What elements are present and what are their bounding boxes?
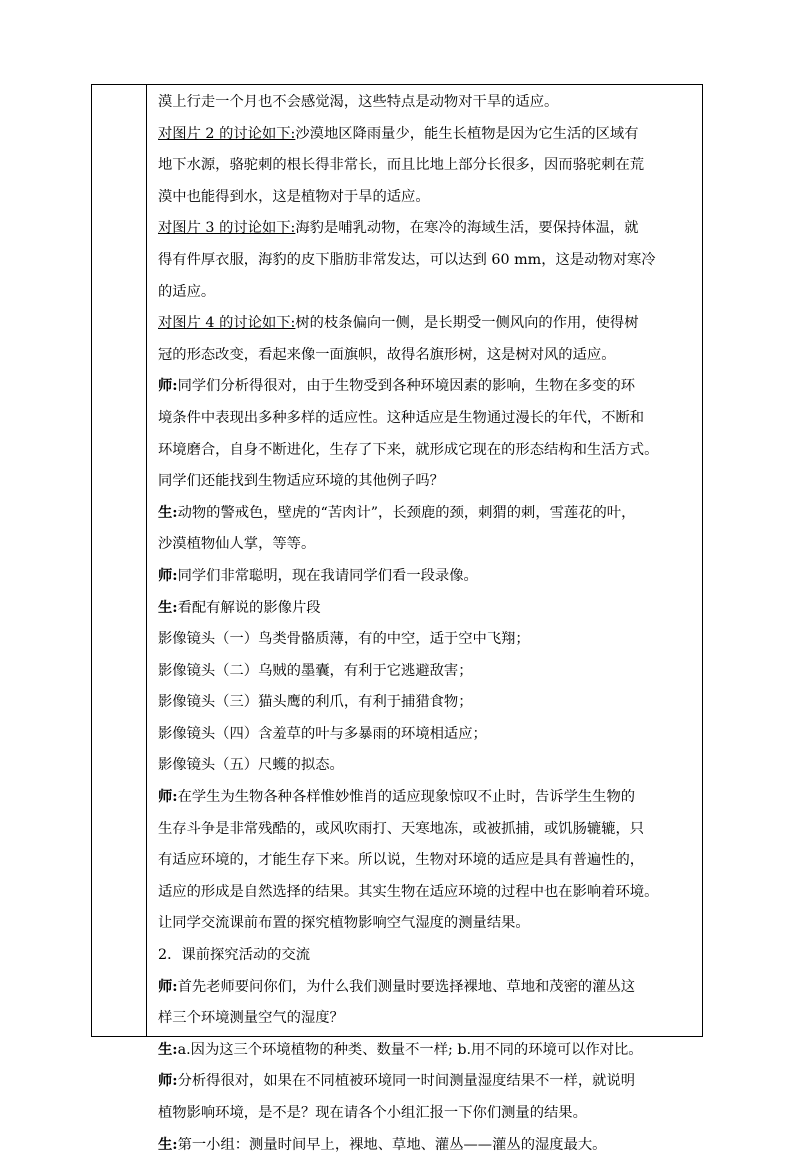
text-line	[158, 371, 703, 403]
text-line	[158, 908, 703, 940]
table-content-cell	[158, 87, 703, 1161]
line-text: 同学们非常聪明，现在我请同学们看一段录像。	[177, 567, 478, 584]
text-line	[158, 150, 703, 182]
line-text: 漠中也能得到水，这是植物对于旱的适应。	[158, 188, 430, 205]
text-line	[158, 940, 703, 972]
text-line	[158, 529, 703, 561]
line-text: 第一小组：测量时间早上，裸地、草地、灌丛——灌丛的湿度最大。	[177, 1136, 607, 1153]
line-text: 得有件厚衣服，海豹的皮下脂肪非常发达，可以达到 60 mm，这是动物对寒冷	[158, 251, 656, 268]
text-line	[158, 213, 703, 245]
text-line	[158, 1130, 703, 1161]
speaker-label: 生:	[158, 599, 178, 616]
line-text: 沙漠地区降雨量少，能生长植物是因为它生活的区域有	[295, 125, 639, 142]
text-line	[158, 403, 703, 435]
text-line	[158, 182, 703, 214]
text-line	[158, 1003, 703, 1035]
line-text: 影像镜头（一）鸟类骨骼质薄，有的中空，适于空中飞翔；	[158, 631, 530, 648]
text-line	[158, 972, 703, 1004]
line-text: 动物的警戒色，壁虎的“苦肉计”，长颈鹿的颈，刺猬的刺，雪莲花的叶，	[177, 504, 636, 521]
line-text: 样三个环境测量空气的湿度？	[158, 1010, 344, 1027]
line-text: 适应的形成是自然选择的结果。其实生物在适应环境的过程中也在影响着环境。	[158, 883, 659, 900]
text-line	[158, 845, 703, 877]
line-text: 沙漠植物仙人掌，等等。	[158, 536, 316, 553]
text-line	[158, 466, 703, 498]
speaker-label: 生:	[158, 504, 178, 521]
text-line	[158, 498, 703, 530]
text-line	[158, 1098, 703, 1130]
line-text: 海豹是哺乳动物，在寒冷的海域生活，要保持体温，就	[295, 220, 639, 237]
text-line	[158, 750, 703, 782]
line-text: 首先老师要问你们，为什么我们测量时要选择裸地、草地和茂密的灌丛这	[177, 978, 636, 995]
line-text: 漠上行走一个月也不会感觉渴，这些特点是动物对干旱的适应。	[158, 94, 559, 110]
line-text: 植物影响环境，是不是？现在请各个小组汇报一下你们测量的结果。	[158, 1105, 587, 1121]
text-line	[158, 308, 703, 340]
text-line	[158, 277, 703, 309]
line-text: 境条件中表现出多种多样的适应性。这种适应是生物通过漫长的年代，不断和	[158, 409, 645, 426]
line-text: 同学们分析得很对，由于生物受到各种环境因素的影响，生物在多变的环	[177, 378, 636, 395]
line-text: 2．课前探究活动的交流	[158, 947, 311, 964]
line-text: 看配有解说的影像片段	[177, 599, 321, 616]
speaker-label: 师:	[158, 567, 178, 584]
text-line	[158, 1066, 703, 1098]
text-line	[158, 561, 703, 593]
line-text: 树的枝条偏向一侧，是长期受一侧风向的作用，使得树	[295, 315, 639, 332]
line-text: 让同学交流课前布置的探究植物影响空气湿度的测量结果。	[158, 915, 530, 932]
discussion-heading: 对图片 4 的讨论如下:	[158, 315, 296, 332]
text-line	[158, 119, 703, 151]
speaker-label: 师:	[158, 978, 178, 995]
document-table	[91, 84, 703, 1153]
line-text: 影像镜头（二）乌贼的墨囊，有利于它逃避敌害；	[158, 662, 473, 679]
line-text: 在学生为生物各种各样惟妙惟肖的适应现象惊叹不止时，告诉学生生物的	[177, 789, 636, 806]
text-line	[158, 782, 703, 814]
line-text: 同学们还能找到生物适应环境的其他例子吗？	[158, 473, 444, 490]
line-text: 影像镜头（五）尺蠖的拟态。	[158, 757, 344, 774]
text-line	[158, 687, 703, 719]
text-line	[158, 624, 703, 656]
text-line	[158, 87, 703, 119]
line-text: a.因为这三个环境植物的种类、数量不一样; b.用不同的环境可以作对比。	[177, 1041, 643, 1058]
speaker-label: 生:	[158, 1041, 178, 1058]
table-column-divider	[146, 85, 147, 1036]
speaker-label: 生:	[158, 1136, 178, 1153]
line-text: 环境磨合，自身不断进化，生存了下来，就形成它现在的形态结构和生活方式。	[158, 441, 659, 458]
line-text: 影像镜头（四）含羞草的叶与多暴雨的环境相适应；	[158, 725, 487, 742]
line-text: 影像镜头（三）猫头鹰的利爪，有利于捕猎食物；	[158, 694, 473, 711]
discussion-heading: 对图片 3 的讨论如下:	[158, 220, 296, 237]
line-text: 分析得很对，如果在不同植被环境同一时间测量湿度结果不一样，就说明	[177, 1073, 636, 1090]
line-text: 生存斗争是非常残酷的，或风吹雨打、天寒地冻，或被抓捕，或饥肠辘辘，只	[158, 820, 645, 837]
speaker-label: 师:	[158, 378, 178, 395]
line-text: 地下水源，骆驼刺的根长得非常长，而且比地上部分长很多，因而骆驼刺在荒	[158, 157, 645, 174]
text-line	[158, 719, 703, 751]
text-line	[158, 1035, 703, 1067]
line-text: 的适应。	[158, 283, 216, 300]
text-line	[158, 340, 703, 372]
text-line	[158, 245, 703, 277]
text-line	[158, 814, 703, 846]
speaker-label: 师:	[158, 789, 178, 806]
speaker-label: 师:	[158, 1073, 178, 1090]
discussion-heading: 对图片 2 的讨论如下:	[158, 125, 296, 142]
text-line	[158, 435, 703, 467]
text-line	[158, 656, 703, 688]
text-line	[158, 593, 703, 625]
line-text: 有适应环境的，才能生存下来。所以说，生物对环境的适应是具有普遍性的，	[158, 852, 645, 869]
line-text: 冠的形态改变，看起来像一面旗帜，故得名旗形树，这是树对风的适应。	[158, 346, 616, 363]
text-line	[158, 877, 703, 909]
